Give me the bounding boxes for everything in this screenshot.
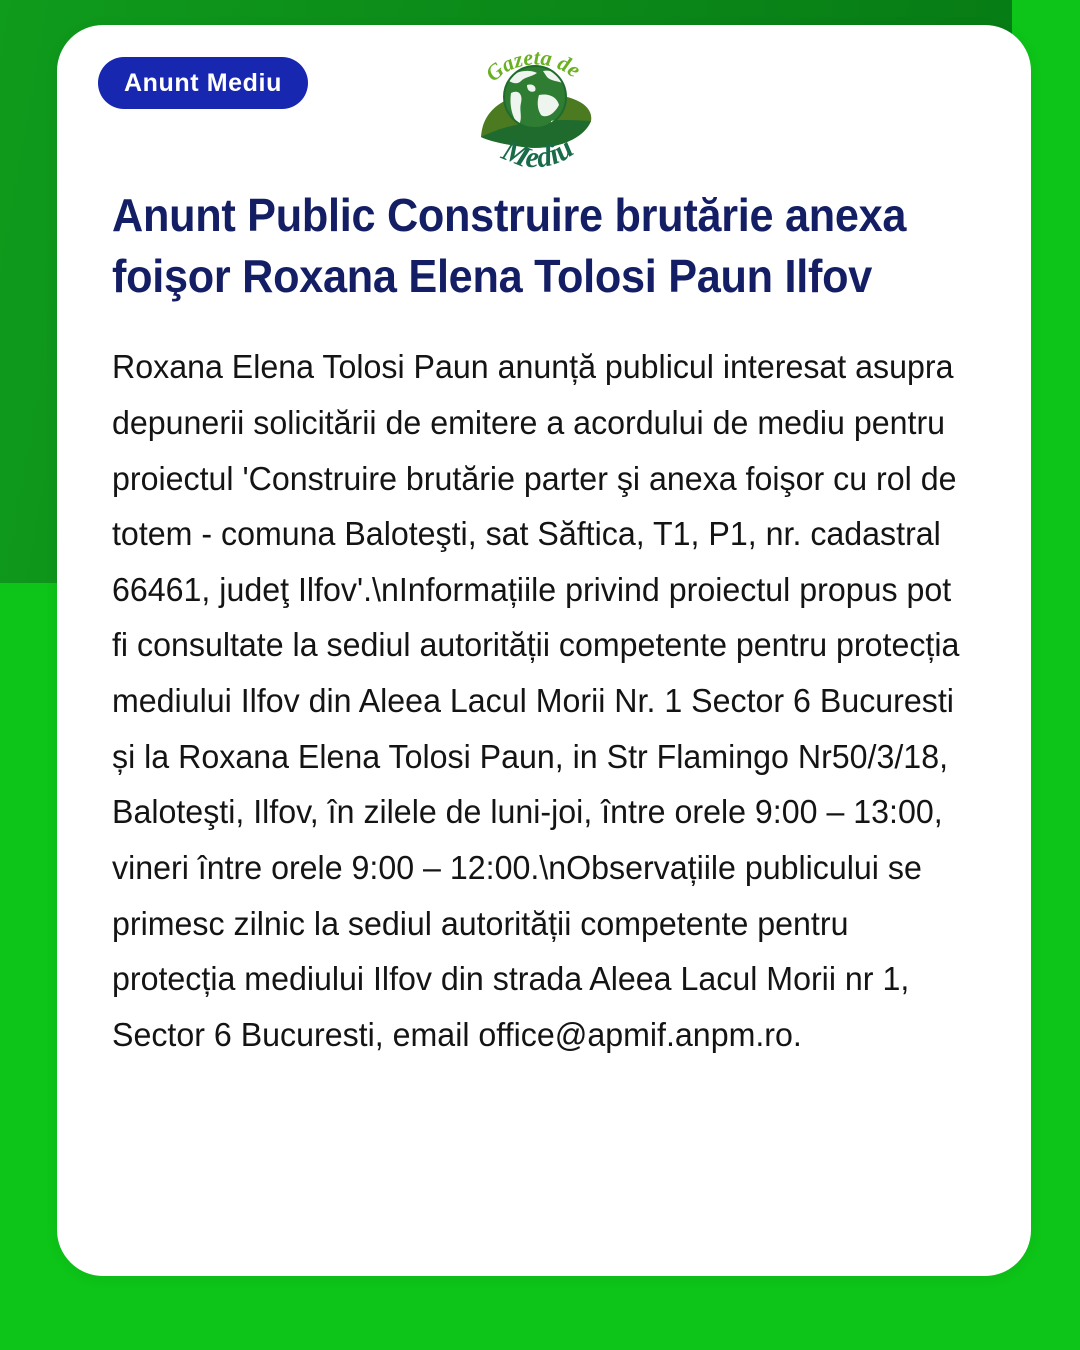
category-badge[interactable]: Anunt Mediu <box>98 57 308 109</box>
logo-bottom-text: Mediu <box>497 131 580 175</box>
globe-shape <box>504 66 566 128</box>
page-title: Anunt Public Construire brutărie anexa foişor Roxana Elena Tolosi Paun Ilfov <box>112 189 907 302</box>
announcement-body-text: Roxana Elena Tolosi Paun anunță publicul interesat asupra depunerii solicitării de emitere a acordului de mediu pentru proiectul 'Construire brutărie parter şi anexa foişor cu rol de totem - comuna Baloteşti, sat Săftica, T1, P1, nr. cadastral 66461, judeţ Ilfov'.\nInformațiile privind proiectul propus pot fi consultate la sediul autorității competente pentru protecția mediului Ilfov din Aleea Lacul Morii Nr. 1 Sector 6 Bucuresti și la Roxana Elena Tolosi Paun, in Str Flamingo Nr50/3/18, Baloteşti, Ilfov, în zilele de luni-joi, între orele 9:00 – 13:00, vineri între orele 9:00 – 12:00.\nObservațiile publicului se primesc zilnic la sediul autorității competente pentru protecția mediului Ilfov din strada Aleea Lacul Morii nr 1, Sector 6 Bucuresti, email office@apmif.anpm.ro. <box>112 349 969 1054</box>
logo-top-text: Gazeta de <box>480 44 586 87</box>
announcement-card <box>57 25 1031 1276</box>
card-body <box>112 185 974 1063</box>
gazeta-de-mediu-logo <box>465 37 605 177</box>
card-header <box>57 25 1031 185</box>
